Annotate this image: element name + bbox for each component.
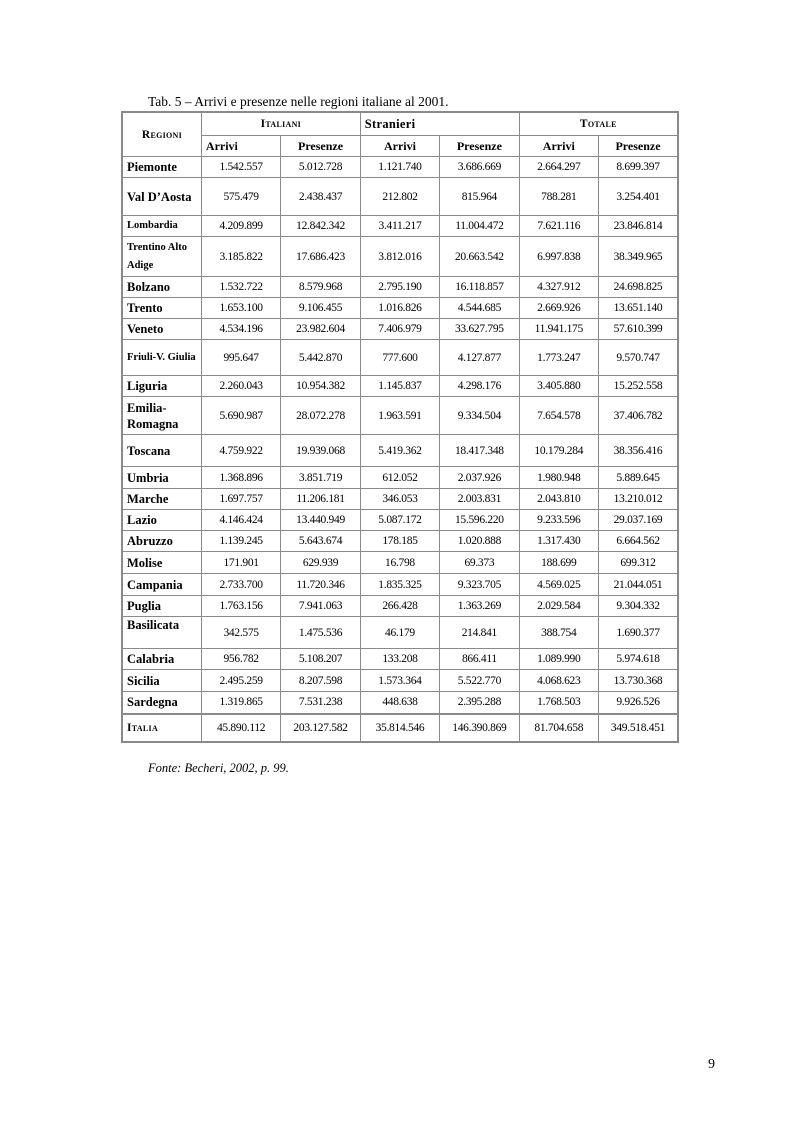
value-cell: 4.068.623 xyxy=(519,670,598,692)
value-cell: 23.982.604 xyxy=(281,319,360,340)
value-cell: 1.963.591 xyxy=(360,397,439,435)
table-row xyxy=(122,574,678,596)
value-cell: 612.052 xyxy=(360,467,439,489)
value-cell: 16.118.857 xyxy=(440,277,519,298)
region-cell: Val D’Aosta xyxy=(122,178,201,216)
table-row xyxy=(122,467,678,489)
region-cell: Toscana xyxy=(122,435,201,467)
table-row xyxy=(122,670,678,692)
region-cell: Friuli-V. Giulia xyxy=(122,340,201,376)
value-cell: 1.763.156 xyxy=(201,596,280,617)
value-cell: 7.941.063 xyxy=(281,596,360,617)
value-cell: 9.334.504 xyxy=(440,397,519,435)
value-cell: 203.127.582 xyxy=(281,714,360,742)
value-cell: 1.835.325 xyxy=(360,574,439,596)
table-row xyxy=(122,277,678,298)
value-cell: 2.395.288 xyxy=(440,692,519,714)
value-cell: 38.349.965 xyxy=(599,237,679,277)
region-cell: Piemonte xyxy=(122,157,201,178)
value-cell: 777.600 xyxy=(360,340,439,376)
value-cell: 13.730.368 xyxy=(599,670,679,692)
region-cell: Sardegna xyxy=(122,692,201,714)
value-cell: 1.145.837 xyxy=(360,376,439,397)
value-cell: 629.939 xyxy=(281,552,360,574)
table-caption: Tab. 5 – Arrivi e presenze nelle regioni italiane al 2001. xyxy=(148,94,449,109)
subheader-stranieri-presenze: Presenze xyxy=(440,136,519,157)
value-cell: 45.890.112 xyxy=(201,714,280,742)
table-row xyxy=(122,340,678,376)
value-cell: 699.312 xyxy=(599,552,679,574)
value-cell: 15.596.220 xyxy=(440,510,519,531)
value-cell: 12.842.342 xyxy=(281,216,360,237)
value-cell: 6.664.562 xyxy=(599,531,679,552)
region-cell: Lombardia xyxy=(122,216,201,237)
value-cell: 3.185.822 xyxy=(201,237,280,277)
value-cell: 1.768.503 xyxy=(519,692,598,714)
table-row xyxy=(122,692,678,714)
value-cell: 6.997.838 xyxy=(519,237,598,277)
value-cell: 20.663.542 xyxy=(440,237,519,277)
table-row xyxy=(122,649,678,670)
value-cell: 133.208 xyxy=(360,649,439,670)
value-cell: 788.281 xyxy=(519,178,598,216)
header-group-italiani: Italiani xyxy=(201,112,360,136)
table-row xyxy=(122,397,678,435)
table-row xyxy=(122,319,678,340)
table-row xyxy=(122,237,678,277)
value-cell: 1.121.740 xyxy=(360,157,439,178)
value-cell: 5.889.645 xyxy=(599,467,679,489)
value-cell: 1.319.865 xyxy=(201,692,280,714)
subheader-totale-arrivi: Arrivi xyxy=(519,136,598,157)
value-cell: 3.411.217 xyxy=(360,216,439,237)
value-cell: 81.704.658 xyxy=(519,714,598,742)
value-cell: 3.851.719 xyxy=(281,467,360,489)
value-cell: 15.252.558 xyxy=(599,376,679,397)
value-cell: 2.495.259 xyxy=(201,670,280,692)
value-cell: 5.690.987 xyxy=(201,397,280,435)
table-row xyxy=(122,596,678,617)
value-cell: 35.814.546 xyxy=(360,714,439,742)
value-cell: 46.179 xyxy=(360,617,439,649)
value-cell: 4.534.196 xyxy=(201,319,280,340)
value-cell: 24.698.825 xyxy=(599,277,679,298)
value-cell: 4.327.912 xyxy=(519,277,598,298)
region-cell: Emilia-Romagna xyxy=(122,397,201,435)
region-cell: Lazio xyxy=(122,510,201,531)
value-cell: 266.428 xyxy=(360,596,439,617)
value-cell: 1.475.536 xyxy=(281,617,360,649)
value-cell: 4.127.877 xyxy=(440,340,519,376)
region-cell: Veneto xyxy=(122,319,201,340)
table-body xyxy=(122,157,678,742)
value-cell: 5.522.770 xyxy=(440,670,519,692)
value-cell: 1.363.269 xyxy=(440,596,519,617)
value-cell: 23.846.814 xyxy=(599,216,679,237)
value-cell: 4.569.025 xyxy=(519,574,598,596)
value-cell: 9.233.596 xyxy=(519,510,598,531)
table-row xyxy=(122,617,678,649)
value-cell: 1.690.377 xyxy=(599,617,679,649)
value-cell: 13.440.949 xyxy=(281,510,360,531)
value-cell: 1.573.364 xyxy=(360,670,439,692)
value-cell: 5.974.618 xyxy=(599,649,679,670)
table-row xyxy=(122,435,678,467)
subheader-italiani-arrivi: Arrivi xyxy=(201,136,280,157)
table-row xyxy=(122,552,678,574)
value-cell: 188.699 xyxy=(519,552,598,574)
table-row xyxy=(122,376,678,397)
value-cell: 1.532.722 xyxy=(201,277,280,298)
value-cell: 21.044.051 xyxy=(599,574,679,596)
value-cell: 29.037.169 xyxy=(599,510,679,531)
value-cell: 2.438.437 xyxy=(281,178,360,216)
value-cell: 2.043.810 xyxy=(519,489,598,510)
value-cell: 8.699.397 xyxy=(599,157,679,178)
page-number: 9 xyxy=(708,1057,715,1072)
region-cell: Abruzzo xyxy=(122,531,201,552)
value-cell: 956.782 xyxy=(201,649,280,670)
value-cell: 4.544.685 xyxy=(440,298,519,319)
value-cell: 28.072.278 xyxy=(281,397,360,435)
region-cell: Italia xyxy=(122,714,201,742)
value-cell: 1.139.245 xyxy=(201,531,280,552)
value-cell: 10.179.284 xyxy=(519,435,598,467)
value-cell: 13.210.012 xyxy=(599,489,679,510)
value-cell: 16.798 xyxy=(360,552,439,574)
region-cell: Trentino Alto Adige xyxy=(122,237,201,277)
value-cell: 9.323.705 xyxy=(440,574,519,596)
value-cell: 38.356.416 xyxy=(599,435,679,467)
value-cell: 3.254.401 xyxy=(599,178,679,216)
table-row xyxy=(122,298,678,319)
value-cell: 9.106.455 xyxy=(281,298,360,319)
value-cell: 4.146.424 xyxy=(201,510,280,531)
table-row xyxy=(122,157,678,178)
table-row xyxy=(122,510,678,531)
value-cell: 4.298.176 xyxy=(440,376,519,397)
value-cell: 346.053 xyxy=(360,489,439,510)
region-cell: Calabria xyxy=(122,649,201,670)
header-group-stranieri: Stranieri xyxy=(360,112,519,136)
value-cell: 214.841 xyxy=(440,617,519,649)
value-cell: 8.579.968 xyxy=(281,277,360,298)
value-cell: 1.020.888 xyxy=(440,531,519,552)
value-cell: 8.207.598 xyxy=(281,670,360,692)
value-cell: 2.003.831 xyxy=(440,489,519,510)
region-cell: Basilicata xyxy=(122,617,201,649)
value-cell: 4.759.922 xyxy=(201,435,280,467)
value-cell: 171.901 xyxy=(201,552,280,574)
value-cell: 2.029.584 xyxy=(519,596,598,617)
value-cell: 1.542.557 xyxy=(201,157,280,178)
value-cell: 349.518.451 xyxy=(599,714,679,742)
value-cell: 1.773.247 xyxy=(519,340,598,376)
value-cell: 7.654.578 xyxy=(519,397,598,435)
table-row xyxy=(122,216,678,237)
value-cell: 10.954.382 xyxy=(281,376,360,397)
value-cell: 2.733.700 xyxy=(201,574,280,596)
region-cell: Sicilia xyxy=(122,670,201,692)
value-cell: 11.720.346 xyxy=(281,574,360,596)
value-cell: 7.406.979 xyxy=(360,319,439,340)
value-cell: 1.317.430 xyxy=(519,531,598,552)
value-cell: 5.087.172 xyxy=(360,510,439,531)
value-cell: 212.802 xyxy=(360,178,439,216)
value-cell: 2.664.297 xyxy=(519,157,598,178)
value-cell: 9.570.747 xyxy=(599,340,679,376)
region-cell: Liguria xyxy=(122,376,201,397)
source-note: Fonte: Becheri, 2002, p. 99. xyxy=(148,761,289,775)
value-cell: 18.417.348 xyxy=(440,435,519,467)
value-cell: 5.012.728 xyxy=(281,157,360,178)
value-cell: 178.185 xyxy=(360,531,439,552)
value-cell: 9.926.526 xyxy=(599,692,679,714)
value-cell: 2.795.190 xyxy=(360,277,439,298)
table-row xyxy=(122,178,678,216)
region-cell: Bolzano xyxy=(122,277,201,298)
value-cell: 388.754 xyxy=(519,617,598,649)
value-cell: 11.004.472 xyxy=(440,216,519,237)
subheader-italiani-presenze: Presenze xyxy=(281,136,360,157)
region-cell: Trento xyxy=(122,298,201,319)
table-row xyxy=(122,531,678,552)
value-cell: 1.980.948 xyxy=(519,467,598,489)
value-cell: 2.037.926 xyxy=(440,467,519,489)
subheader-totale-presenze: Presenze xyxy=(599,136,679,157)
value-cell: 11.206.181 xyxy=(281,489,360,510)
value-cell: 1.016.826 xyxy=(360,298,439,319)
value-cell: 19.939.068 xyxy=(281,435,360,467)
value-cell: 1.653.100 xyxy=(201,298,280,319)
value-cell: 5.442.870 xyxy=(281,340,360,376)
header-regions: Regioni xyxy=(122,112,201,157)
value-cell: 5.108.207 xyxy=(281,649,360,670)
value-cell: 3.812.016 xyxy=(360,237,439,277)
value-cell: 11.941.175 xyxy=(519,319,598,340)
region-cell: Molise xyxy=(122,552,201,574)
value-cell: 342.575 xyxy=(201,617,280,649)
subheader-stranieri-arrivi: Arrivi xyxy=(360,136,439,157)
value-cell: 4.209.899 xyxy=(201,216,280,237)
region-cell: Umbria xyxy=(122,467,201,489)
value-cell: 17.686.423 xyxy=(281,237,360,277)
value-cell: 13.651.140 xyxy=(599,298,679,319)
value-cell: 9.304.332 xyxy=(599,596,679,617)
value-cell: 2.669.926 xyxy=(519,298,598,319)
value-cell: 575.479 xyxy=(201,178,280,216)
value-cell: 37.406.782 xyxy=(599,397,679,435)
value-cell: 3.686.669 xyxy=(440,157,519,178)
value-cell: 448.638 xyxy=(360,692,439,714)
value-cell: 866.411 xyxy=(440,649,519,670)
value-cell: 5.419.362 xyxy=(360,435,439,467)
value-cell: 995.647 xyxy=(201,340,280,376)
value-cell: 1.697.757 xyxy=(201,489,280,510)
table-row xyxy=(122,714,678,742)
value-cell: 69.373 xyxy=(440,552,519,574)
value-cell: 815.964 xyxy=(440,178,519,216)
value-cell: 1.368.896 xyxy=(201,467,280,489)
value-cell: 1.089.990 xyxy=(519,649,598,670)
value-cell: 7.621.116 xyxy=(519,216,598,237)
value-cell: 7.531.238 xyxy=(281,692,360,714)
region-cell: Campania xyxy=(122,574,201,596)
value-cell: 146.390.869 xyxy=(440,714,519,742)
value-cell: 3.405.880 xyxy=(519,376,598,397)
value-cell: 5.643.674 xyxy=(281,531,360,552)
header-group-totale: Totale xyxy=(519,112,678,136)
value-cell: 33.627.795 xyxy=(440,319,519,340)
region-cell: Marche xyxy=(122,489,201,510)
value-cell: 2.260.043 xyxy=(201,376,280,397)
value-cell: 57.610.399 xyxy=(599,319,679,340)
table-row xyxy=(122,489,678,510)
arrivals-presences-table xyxy=(121,111,679,743)
region-cell: Puglia xyxy=(122,596,201,617)
